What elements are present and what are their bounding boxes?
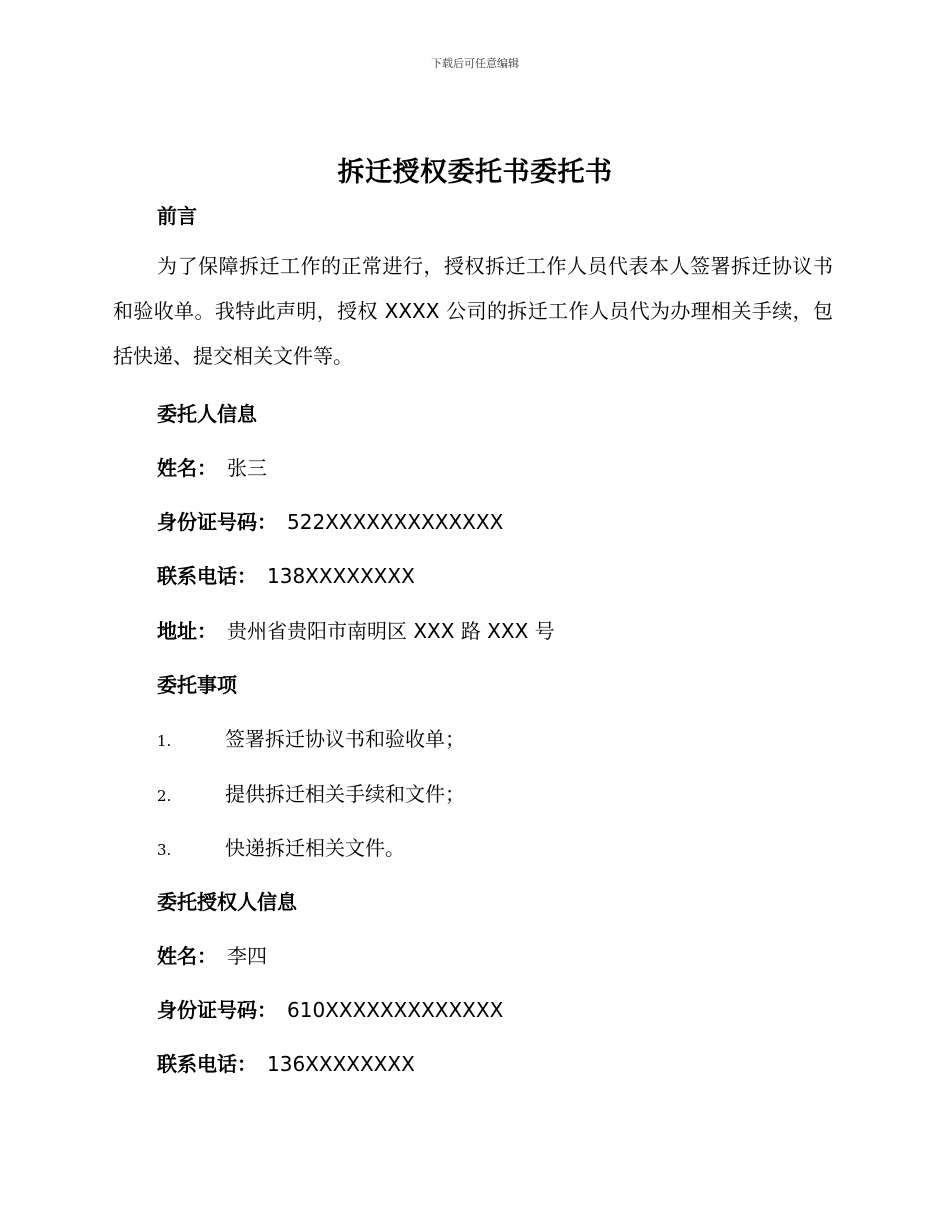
principal-address-value: 贵州省贵阳市南明区 XXX 路 XXX 号: [227, 619, 555, 643]
list-item-text: 签署拆迁协议书和验收单；: [225, 727, 465, 751]
principal-phone-label: 联系电话：: [157, 564, 257, 588]
preface-paragraph: 为了保障拆迁工作的正常进行，授权拆迁工作人员代表本人签署拆迁协议书和验收单。我特此声明，授权 XXXX 公司的拆迁工作人员代为办理相关手续，包括快递、提交相关文件等。: [113, 254, 833, 368]
agent-heading: 委托授权人信息: [157, 890, 297, 914]
list-item: [157, 832, 405, 861]
preface-heading: 前言: [157, 204, 197, 228]
list-item: [157, 778, 465, 807]
list-item-number: 2.: [157, 787, 172, 805]
principal-id-label: 身份证号码：: [157, 510, 277, 534]
agent-id-value: 610XXXXXXXXXXXXX: [287, 998, 504, 1022]
list-item: [157, 723, 465, 752]
agent-name-field: [157, 940, 267, 969]
agent-phone-value: 136XXXXXXXX: [267, 1052, 415, 1076]
agent-id-field: [157, 994, 503, 1023]
list-item-number: 1.: [157, 732, 172, 750]
agent-name-label: 姓名：: [157, 944, 217, 968]
list-item-number: 3.: [157, 841, 172, 859]
principal-name-field: [157, 452, 267, 481]
principal-address-field: [157, 615, 555, 644]
principal-name-value: 张三: [227, 456, 267, 480]
principal-heading: 委托人信息: [157, 402, 257, 426]
agent-phone-label: 联系电话：: [157, 1052, 257, 1076]
principal-phone-value: 138XXXXXXXX: [267, 564, 415, 588]
principal-id-value: 522XXXXXXXXXXXXX: [287, 510, 504, 534]
document-title: 拆迁授权委托书委托书: [337, 157, 613, 188]
agent-id-label: 身份证号码：: [157, 998, 277, 1022]
principal-phone-field: [157, 560, 415, 589]
header-note: 下载后可任意编辑: [431, 57, 519, 70]
list-item-text: 提供拆迁相关手续和文件；: [225, 782, 465, 806]
agent-name-value: 李四: [227, 944, 267, 968]
principal-id-field: [157, 506, 503, 535]
principal-name-label: 姓名：: [157, 456, 217, 480]
agent-phone-field: [157, 1048, 415, 1077]
principal-address-label: 地址：: [157, 619, 217, 643]
list-item-text: 快递拆迁相关文件。: [225, 836, 405, 860]
matters-heading: 委托事项: [157, 673, 237, 697]
